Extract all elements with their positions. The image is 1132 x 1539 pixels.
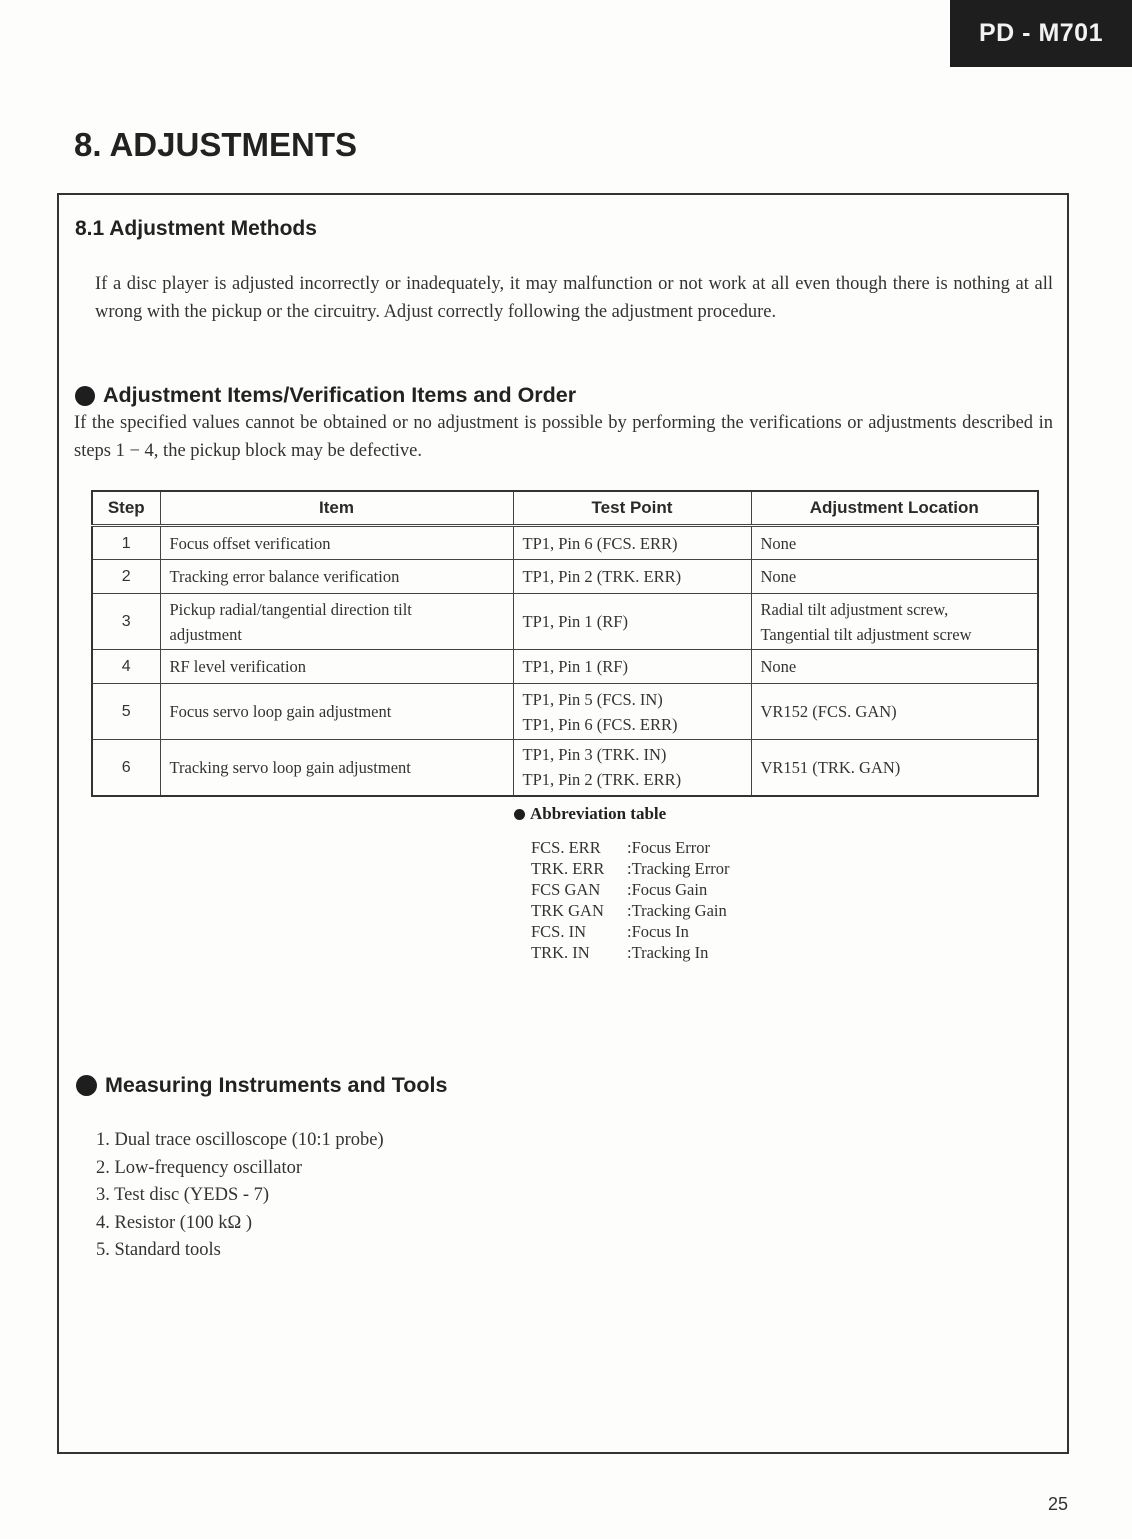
step-cell: 2 — [92, 560, 160, 594]
item-line: adjustment — [169, 624, 242, 644]
item-cell: Tracking servo loop gain adjustment — [160, 740, 513, 796]
location-cell: None — [751, 650, 1038, 684]
section-heading: 8.1 Adjustment Methods — [75, 217, 317, 240]
test-point-cell: TP1, Pin 1 (RF) — [513, 650, 751, 684]
abbreviation-row — [531, 837, 730, 858]
list-item: 1. Dual trace oscilloscope (10:1 probe) — [96, 1130, 384, 1150]
table-row — [92, 740, 1038, 796]
adjustment-table — [91, 490, 1039, 797]
header-step: Step — [92, 491, 160, 526]
items-note: If the specified values cannot be obtained or no adjustment is possible by performing the verifications or adjustments described in steps 1 − 4, the pickup block may be defective. — [74, 413, 1053, 461]
model-label: PD - M701 — [950, 0, 1132, 67]
abbreviation-row — [531, 858, 730, 879]
instruments-list — [96, 1127, 384, 1265]
location-line: Radial tilt adjustment screw, — [760, 599, 949, 619]
page-number: 25 — [1048, 1494, 1069, 1514]
abbreviation-row — [531, 921, 730, 942]
intro-paragraph: If a disc player is adjusted incorrectly or inadequately, it may malfunction or not work at all even though there is nothing at all wrong with the pickup or the circuitry. Adjust correctly following the adjustment procedure. — [95, 274, 1053, 322]
test-point-line: TP1, Pin 5 (FCS. IN) — [522, 689, 663, 709]
table-row — [92, 526, 1038, 560]
abbreviation-key: TRK GAN — [531, 901, 604, 920]
step-cell: 1 — [92, 526, 160, 560]
test-point-line: TP1, Pin 3 (TRK. IN) — [522, 745, 667, 765]
bullet-icon — [76, 1075, 97, 1096]
table-row — [92, 684, 1038, 740]
instruments-heading — [76, 1073, 447, 1098]
step-cell: 5 — [92, 684, 160, 740]
header-test-point: Test Point — [513, 491, 751, 526]
test-point-line: TP1, Pin 6 (FCS. ERR) — [522, 714, 678, 734]
header-adjustment-location: Adjustment Location — [751, 491, 1038, 526]
location-cell: None — [751, 560, 1038, 594]
test-point-line: TP1, Pin 2 (TRK. ERR) — [522, 770, 682, 790]
test-point-cell: TP1, Pin 2 (TRK. ERR) — [513, 560, 751, 594]
abbreviation-key: TRK. IN — [531, 943, 590, 962]
table-row — [92, 594, 1038, 650]
item-cell: Focus offset verification — [160, 526, 513, 560]
bullet-icon — [75, 386, 95, 406]
location-line: Tangential tilt adjustment screw — [760, 624, 972, 644]
test-point-cell: TP1, Pin 6 (FCS. ERR) — [513, 526, 751, 560]
item-line: Pickup radial/tangential direction tilt — [169, 599, 412, 619]
item-cell: RF level verification — [160, 650, 513, 684]
test-point-cell — [513, 740, 751, 796]
table-row — [92, 560, 1038, 594]
step-cell: 3 — [92, 594, 160, 650]
location-cell: VR152 (FCS. GAN) — [751, 684, 1038, 740]
page-title: 8. ADJUSTMENTS — [74, 126, 357, 163]
abbreviation-key: FCS. IN — [531, 922, 587, 941]
item-cell: Tracking error balance verification — [160, 560, 513, 594]
table-header-row — [92, 491, 1038, 526]
location-cell — [751, 594, 1038, 650]
abbreviation-meaning: :Tracking Error — [627, 859, 730, 878]
table-row — [92, 650, 1038, 684]
abbreviation-row — [531, 942, 730, 963]
bullet-icon — [514, 809, 525, 820]
abbreviation-row — [531, 879, 730, 900]
item-cell — [160, 594, 513, 650]
abbreviation-meaning: :Focus Error — [627, 838, 710, 857]
items-heading-text: Adjustment Items/Verification Items and Order — [103, 383, 577, 407]
abbreviation-key: FCS. ERR — [531, 838, 601, 857]
list-item: 3. Test disc (YEDS - 7) — [96, 1185, 270, 1205]
items-heading — [75, 383, 576, 408]
location-cell: VR151 (TRK. GAN) — [751, 740, 1038, 796]
item-cell: Focus servo loop gain adjustment — [160, 684, 513, 740]
abbreviation-meaning: :Focus In — [627, 922, 689, 941]
abbreviation-row — [531, 900, 730, 921]
abbreviation-list — [531, 837, 730, 963]
header-item: Item — [160, 491, 513, 526]
abbreviation-key: TRK. ERR — [531, 859, 605, 878]
abbreviation-key: FCS GAN — [531, 880, 601, 899]
location-cell: None — [751, 526, 1038, 560]
instruments-heading-text: Measuring Instruments and Tools — [105, 1073, 448, 1097]
list-item: 5. Standard tools — [96, 1240, 221, 1260]
test-point-cell: TP1, Pin 1 (RF) — [513, 594, 751, 650]
abbreviation-meaning: :Tracking Gain — [627, 901, 727, 920]
list-item: 4. Resistor (100 kΩ ) — [96, 1212, 253, 1233]
test-point-cell — [513, 684, 751, 740]
abbreviation-meaning: :Tracking In — [627, 943, 709, 962]
list-item: 2. Low-frequency oscillator — [96, 1157, 302, 1178]
step-cell: 6 — [92, 740, 160, 796]
abbreviation-title-text: Abbreviation table — [530, 804, 667, 823]
abbreviation-title — [514, 804, 666, 824]
abbreviation-meaning: :Focus Gain — [627, 880, 708, 899]
step-cell: 4 — [92, 650, 160, 684]
